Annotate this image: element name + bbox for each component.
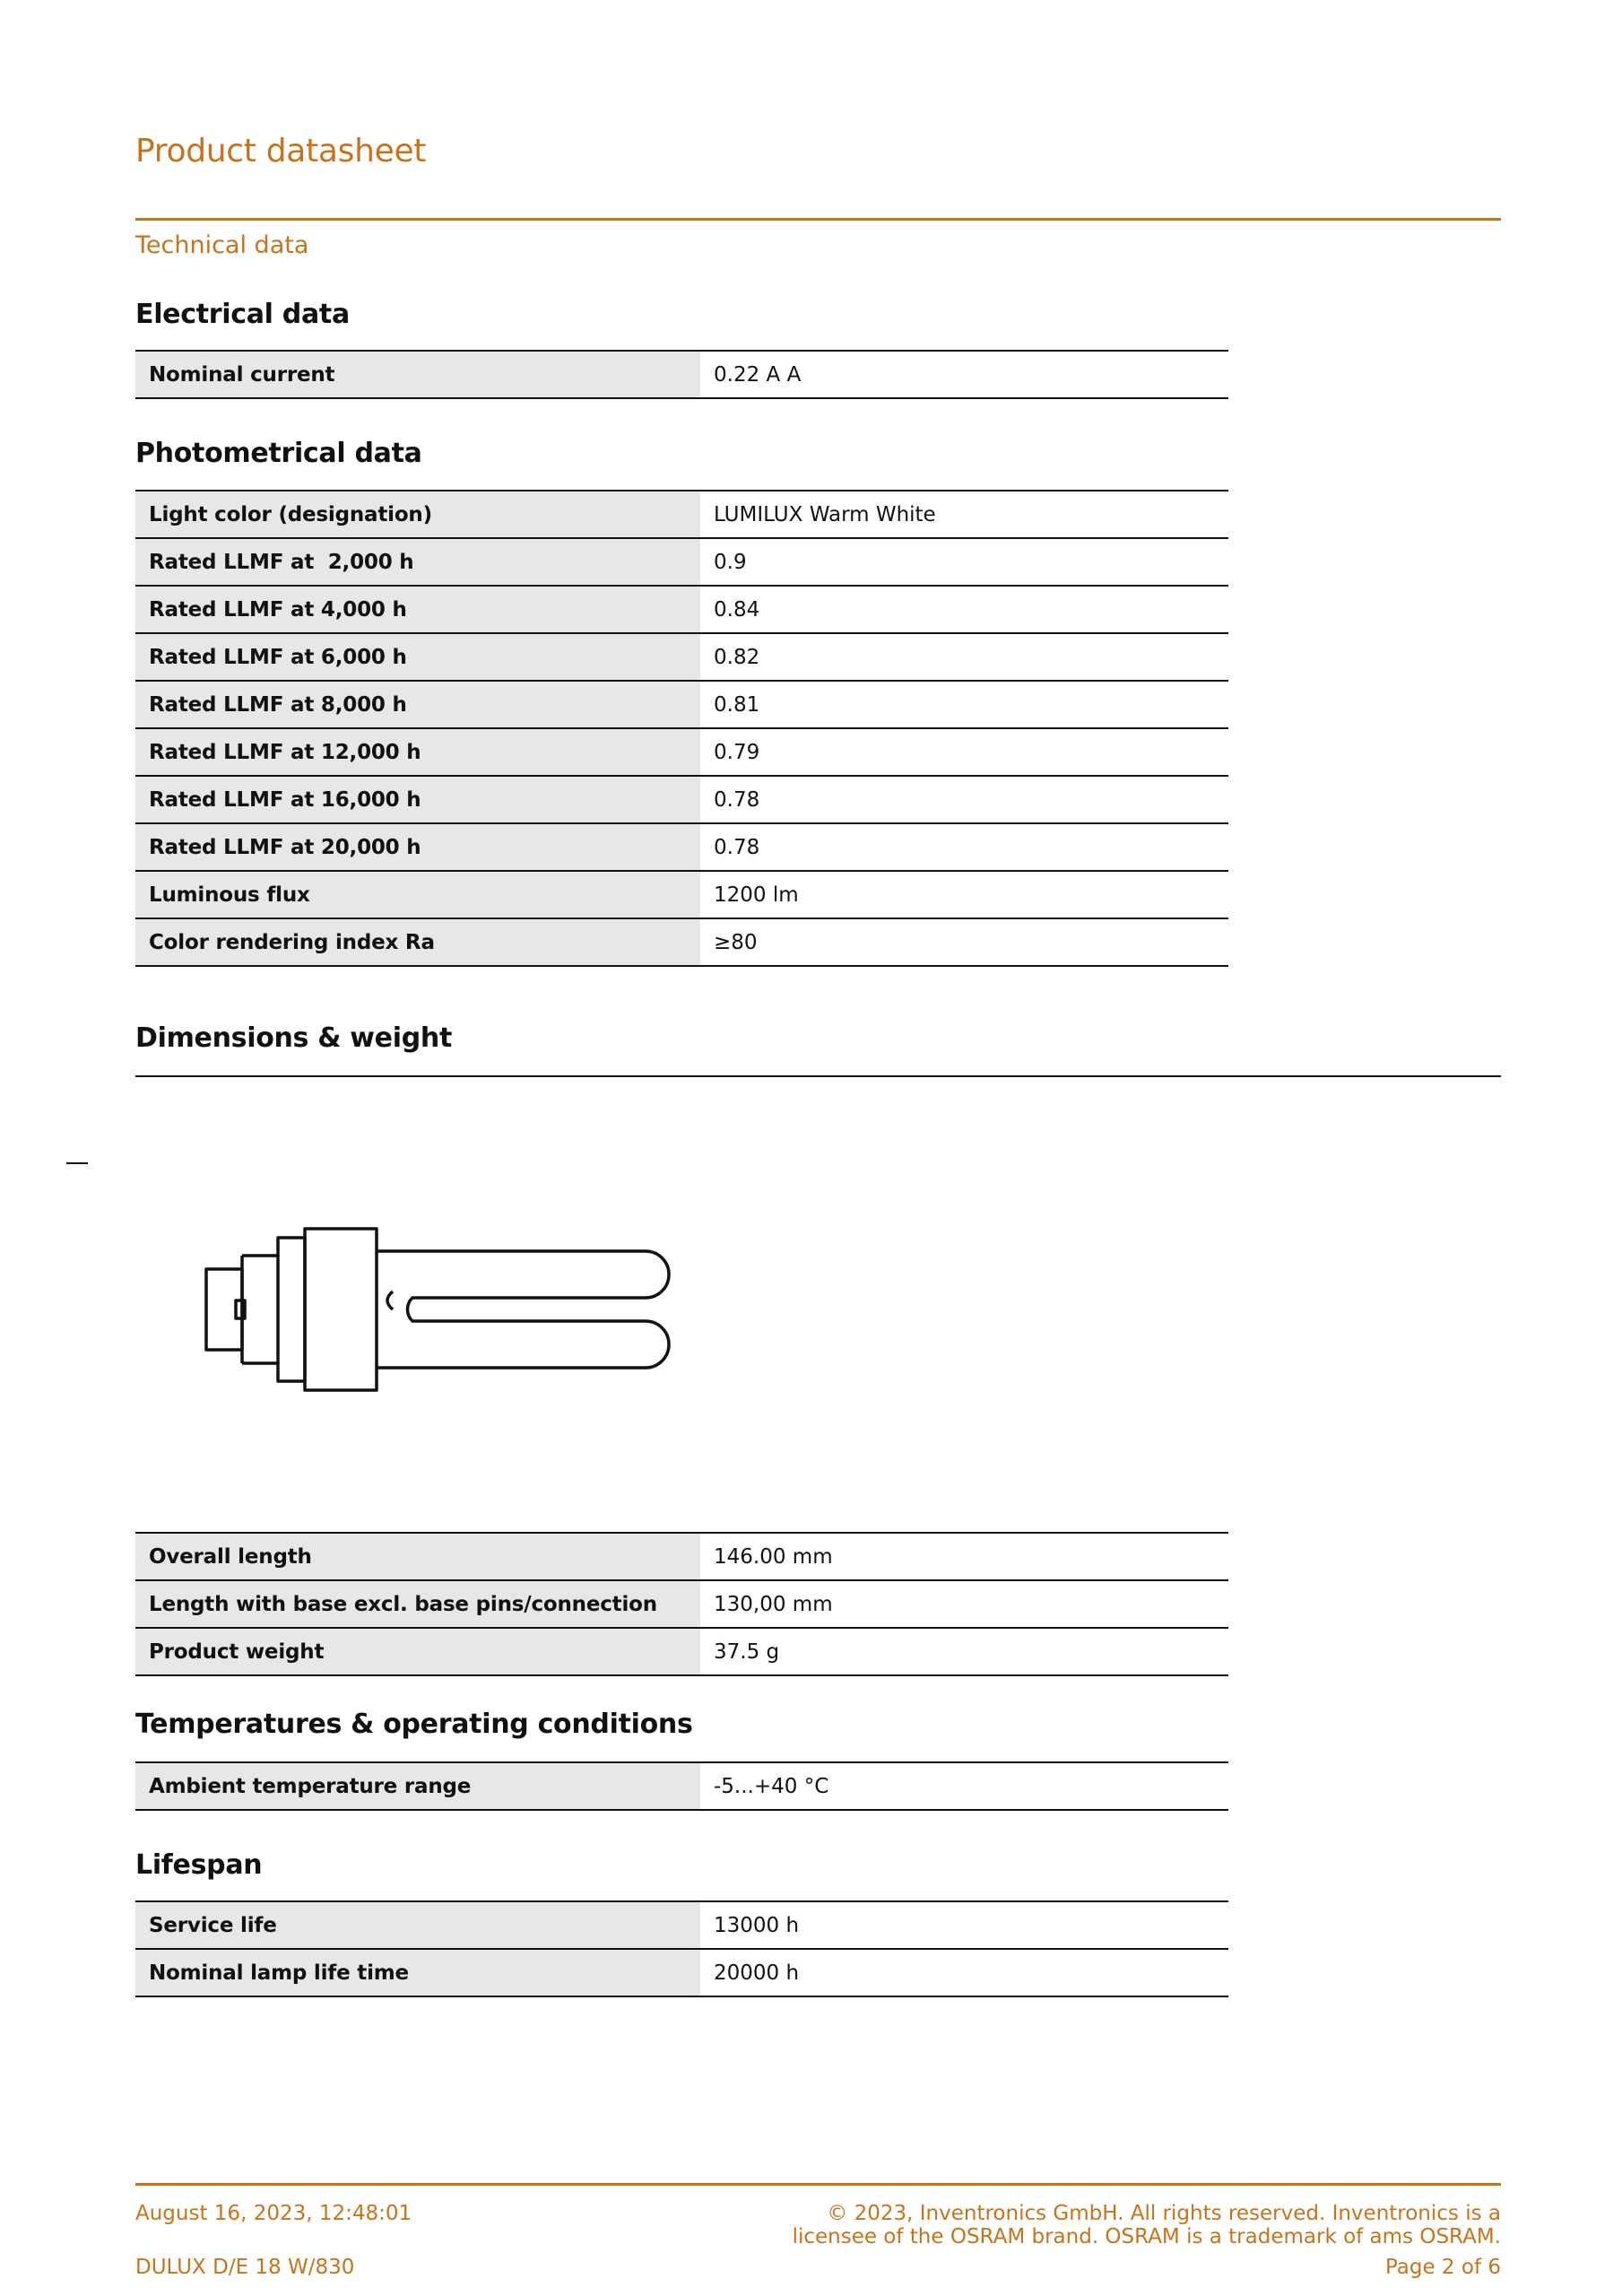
- row-label: Rated LLMF at 16,000 h: [135, 776, 700, 823]
- row-value: 0.9: [700, 538, 1228, 586]
- row-value: 20000 h: [700, 1949, 1228, 1996]
- table-row: [135, 538, 1228, 586]
- row-label: Rated LLMF at 4,000 h: [135, 586, 700, 633]
- table-row: [135, 633, 1228, 681]
- table-row: [135, 823, 1228, 871]
- row-label: Color rendering index Ra: [135, 918, 700, 966]
- footer-divider: [135, 2183, 1501, 2186]
- table-row: [135, 1628, 1228, 1675]
- row-label: Overall length: [135, 1533, 700, 1580]
- row-value: 37.5 g: [700, 1628, 1228, 1675]
- row-value: 0.84: [700, 586, 1228, 633]
- temperatures-table: [135, 1761, 1228, 1811]
- row-label: Light color (designation): [135, 491, 700, 538]
- row-label: Luminous flux: [135, 871, 700, 918]
- table-row: [135, 728, 1228, 776]
- table-row: [135, 1901, 1228, 1949]
- row-value: -5...+40 °C: [700, 1762, 1228, 1810]
- section-heading-lifespan: Lifespan: [135, 1849, 263, 1881]
- table-row: [135, 491, 1228, 538]
- row-value: 0.81: [700, 681, 1228, 728]
- row-label: Ambient temperature range: [135, 1762, 700, 1810]
- footer-timestamp: August 16, 2023, 12:48:01: [135, 2202, 412, 2225]
- lifespan-table: [135, 1900, 1228, 1997]
- section-heading-dimensions: Dimensions & weight: [135, 1022, 452, 1054]
- row-value: 0.78: [700, 776, 1228, 823]
- table-row: [135, 681, 1228, 728]
- header-divider: [135, 218, 1501, 221]
- row-value: 1200 lm: [700, 871, 1228, 918]
- table-row: [135, 586, 1228, 633]
- dimensions-table: [135, 1532, 1228, 1676]
- section-heading-temperatures: Temperatures & operating conditions: [135, 1709, 693, 1740]
- row-value: LUMILUX Warm White: [700, 491, 1228, 538]
- row-value: 0.79: [700, 728, 1228, 776]
- row-value: 0.78: [700, 823, 1228, 871]
- lamp-tube-notch: [387, 1292, 393, 1309]
- row-label: Rated LLMF at 6,000 h: [135, 633, 700, 681]
- lamp-dimension-drawing: [197, 1220, 681, 1399]
- electrical-table: [135, 350, 1228, 399]
- lamp-base-body: [305, 1229, 377, 1390]
- row-value: 146.00 mm: [700, 1533, 1228, 1580]
- row-label: Rated LLMF at 20,000 h: [135, 823, 700, 871]
- row-label: Rated LLMF at 8,000 h: [135, 681, 700, 728]
- row-label: Nominal lamp life time: [135, 1949, 700, 1996]
- lamp-tube: [377, 1251, 669, 1368]
- lamp-base-collar: [278, 1238, 305, 1381]
- section-heading-electrical: Electrical data: [135, 299, 350, 330]
- footer-copyright-line1: © 2023, Inventronics GmbH. All rights reserved. Inventronics is a: [827, 2202, 1501, 2225]
- photometrical-table: [135, 490, 1228, 967]
- table-row: [135, 918, 1228, 966]
- row-label: Rated LLMF at 12,000 h: [135, 728, 700, 776]
- row-value: 13000 h: [700, 1901, 1228, 1949]
- row-value: 130,00 mm: [700, 1580, 1228, 1628]
- table-row: [135, 1949, 1228, 1996]
- table-row: [135, 1580, 1228, 1628]
- table-row: [135, 351, 1228, 398]
- row-label: Nominal current: [135, 351, 700, 398]
- row-label: Product weight: [135, 1628, 700, 1675]
- table-row: [135, 1762, 1228, 1810]
- page-title: Product datasheet: [135, 133, 427, 170]
- footer-copyright: [515, 2202, 1501, 2248]
- section-heading-photometrical: Photometrical data: [135, 438, 422, 469]
- table-row: [135, 776, 1228, 823]
- table-row: [135, 871, 1228, 918]
- row-label: Length with base excl. base pins/connection: [135, 1580, 700, 1628]
- footer-copyright-line2: licensee of the OSRAM brand. OSRAM is a trademark of ams OSRAM.: [792, 2225, 1501, 2248]
- dimensions-divider: [135, 1075, 1501, 1077]
- footer-page-number: Page 2 of 6: [1384, 2256, 1501, 2279]
- footer-product: DULUX D/E 18 W/830: [135, 2256, 355, 2279]
- row-value: 0.82: [700, 633, 1228, 681]
- margin-mark: [66, 1162, 88, 1164]
- row-value: 0.22 A A: [700, 351, 1228, 398]
- row-label: Rated LLMF at 2,000 h: [135, 538, 700, 586]
- page-subtitle: Technical data: [135, 231, 309, 259]
- row-label: Service life: [135, 1901, 700, 1949]
- row-value: ≥80: [700, 918, 1228, 966]
- table-row: [135, 1533, 1228, 1580]
